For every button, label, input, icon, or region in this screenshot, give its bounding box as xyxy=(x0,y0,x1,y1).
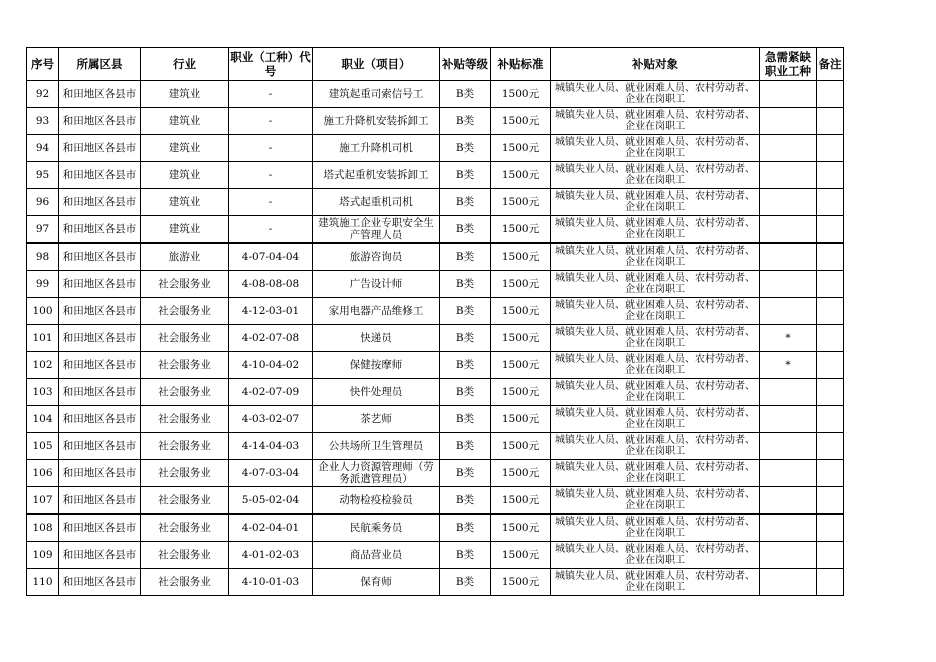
header-urgent[interactable]: 急需紧缺职业工种 xyxy=(760,48,817,81)
cell-no[interactable]: 110 xyxy=(27,569,59,596)
cell-grade[interactable]: B类 xyxy=(440,189,491,216)
header-note[interactable]: 备注 xyxy=(817,48,844,81)
cell-grade[interactable]: B类 xyxy=(440,460,491,487)
cell-standard[interactable]: 1500元 xyxy=(491,271,551,298)
cell-occupation[interactable]: 施工升降机安装拆卸工 xyxy=(313,108,440,135)
cell-note[interactable] xyxy=(817,271,844,298)
cell-urgent[interactable] xyxy=(760,108,817,135)
cell-occupation[interactable]: 旅游咨询员 xyxy=(313,243,440,271)
cell-code[interactable]: 4-01-02-03 xyxy=(229,542,313,569)
cell-note[interactable] xyxy=(817,542,844,569)
cell-occupation[interactable]: 民航乘务员 xyxy=(313,514,440,542)
cell-code[interactable]: - xyxy=(229,162,313,189)
cell-no[interactable]: 93 xyxy=(27,108,59,135)
cell-occupation[interactable]: 茶艺师 xyxy=(313,406,440,433)
cell-industry[interactable]: 社会服务业 xyxy=(141,433,229,460)
cell-note[interactable] xyxy=(817,406,844,433)
cell-note[interactable] xyxy=(817,487,844,515)
cell-code[interactable]: 4-02-07-09 xyxy=(229,379,313,406)
cell-standard[interactable]: 1500元 xyxy=(491,406,551,433)
cell-target[interactable]: 城镇失业人员、就业困难人员、农村劳动者、企业在岗职工 xyxy=(551,514,760,542)
cell-code[interactable]: 4-08-08-08 xyxy=(229,271,313,298)
cell-no[interactable]: 92 xyxy=(27,81,59,108)
cell-county[interactable]: 和田地区各县市 xyxy=(59,352,141,379)
table-row xyxy=(27,298,844,325)
cell-occupation[interactable]: 企业人力资源管理师（劳务派遣管理员） xyxy=(313,460,440,487)
cell-no[interactable]: 102 xyxy=(27,352,59,379)
cell-grade[interactable]: B类 xyxy=(440,81,491,108)
cell-no[interactable]: 106 xyxy=(27,460,59,487)
cell-occupation[interactable]: 建筑起重司索信号工 xyxy=(313,81,440,108)
cell-standard[interactable]: 1500元 xyxy=(491,162,551,189)
table-row xyxy=(27,514,844,542)
cell-standard[interactable]: 1500元 xyxy=(491,81,551,108)
cell-grade[interactable]: B类 xyxy=(440,487,491,515)
cell-urgent[interactable] xyxy=(760,460,817,487)
cell-grade[interactable]: B类 xyxy=(440,406,491,433)
cell-occupation[interactable]: 快递员 xyxy=(313,325,440,352)
cell-target[interactable]: 城镇失业人员、就业困难人员、农村劳动者、企业在岗职工 xyxy=(551,135,760,162)
cell-urgent[interactable] xyxy=(760,271,817,298)
cell-industry[interactable]: 建筑业 xyxy=(141,162,229,189)
cell-county[interactable]: 和田地区各县市 xyxy=(59,271,141,298)
cell-no[interactable]: 100 xyxy=(27,298,59,325)
cell-urgent[interactable] xyxy=(760,189,817,216)
cell-grade[interactable]: B类 xyxy=(440,569,491,596)
cell-code[interactable]: 4-02-04-01 xyxy=(229,514,313,542)
cell-urgent[interactable] xyxy=(760,433,817,460)
cell-no[interactable]: 101 xyxy=(27,325,59,352)
subsidy-table xyxy=(26,47,844,596)
cell-county[interactable]: 和田地区各县市 xyxy=(59,406,141,433)
cell-target[interactable]: 城镇失业人员、就业困难人员、农村劳动者、企业在岗职工 xyxy=(551,487,760,515)
table-row xyxy=(27,189,844,216)
header-industry[interactable]: 行业 xyxy=(141,48,229,81)
cell-target[interactable]: 城镇失业人员、就业困难人员、农村劳动者、企业在岗职工 xyxy=(551,243,760,271)
cell-county[interactable]: 和田地区各县市 xyxy=(59,325,141,352)
cell-occupation[interactable]: 施工升降机司机 xyxy=(313,135,440,162)
cell-target[interactable]: 城镇失业人员、就业困难人员、农村劳动者、企业在岗职工 xyxy=(551,379,760,406)
cell-industry[interactable]: 旅游业 xyxy=(141,243,229,271)
table-row xyxy=(27,433,844,460)
cell-county[interactable]: 和田地区各县市 xyxy=(59,569,141,596)
cell-occupation[interactable]: 保健按摩师 xyxy=(313,352,440,379)
cell-code[interactable]: 5-05-02-04 xyxy=(229,487,313,515)
cell-code[interactable]: - xyxy=(229,108,313,135)
table-row xyxy=(27,406,844,433)
cell-industry[interactable]: 建筑业 xyxy=(141,81,229,108)
cell-grade[interactable]: B类 xyxy=(440,325,491,352)
cell-urgent[interactable] xyxy=(760,406,817,433)
cell-grade[interactable]: B类 xyxy=(440,162,491,189)
cell-occupation[interactable]: 快件处理员 xyxy=(313,379,440,406)
cell-note[interactable] xyxy=(817,433,844,460)
cell-county[interactable]: 和田地区各县市 xyxy=(59,379,141,406)
table-row xyxy=(27,216,844,244)
cell-code[interactable]: 4-14-04-03 xyxy=(229,433,313,460)
cell-industry[interactable]: 建筑业 xyxy=(141,216,229,244)
cell-target[interactable]: 城镇失业人员、就业困难人员、农村劳动者、企业在岗职工 xyxy=(551,460,760,487)
cell-urgent[interactable]: * xyxy=(760,325,817,352)
cell-grade[interactable]: B类 xyxy=(440,108,491,135)
cell-industry[interactable]: 社会服务业 xyxy=(141,542,229,569)
cell-standard[interactable]: 1500元 xyxy=(491,189,551,216)
cell-no[interactable]: 103 xyxy=(27,379,59,406)
cell-industry[interactable]: 建筑业 xyxy=(141,189,229,216)
cell-code[interactable]: 4-12-03-01 xyxy=(229,298,313,325)
cell-standard[interactable]: 1500元 xyxy=(491,108,551,135)
table-row xyxy=(27,243,844,271)
cell-county[interactable]: 和田地区各县市 xyxy=(59,162,141,189)
header-grade[interactable]: 补贴等级 xyxy=(440,48,491,81)
cell-grade[interactable]: B类 xyxy=(440,271,491,298)
cell-grade[interactable]: B类 xyxy=(440,542,491,569)
table-row xyxy=(27,162,844,189)
cell-note[interactable] xyxy=(817,460,844,487)
cell-no[interactable]: 107 xyxy=(27,487,59,515)
cell-occupation[interactable]: 广告设计师 xyxy=(313,271,440,298)
cell-industry[interactable]: 社会服务业 xyxy=(141,487,229,515)
cell-target[interactable]: 城镇失业人员、就业困难人员、农村劳动者、企业在岗职工 xyxy=(551,542,760,569)
cell-industry[interactable]: 建筑业 xyxy=(141,135,229,162)
cell-urgent[interactable] xyxy=(760,81,817,108)
cell-target[interactable]: 城镇失业人员、就业困难人员、农村劳动者、企业在岗职工 xyxy=(551,162,760,189)
cell-no[interactable]: 96 xyxy=(27,189,59,216)
cell-county[interactable]: 和田地区各县市 xyxy=(59,189,141,216)
cell-no[interactable]: 95 xyxy=(27,162,59,189)
cell-county[interactable]: 和田地区各县市 xyxy=(59,487,141,515)
table-row xyxy=(27,460,844,487)
cell-standard[interactable]: 1500元 xyxy=(491,542,551,569)
cell-no[interactable]: 105 xyxy=(27,433,59,460)
cell-grade[interactable]: B类 xyxy=(440,514,491,542)
header-no[interactable]: 序号 xyxy=(27,48,59,81)
cell-county[interactable]: 和田地区各县市 xyxy=(59,81,141,108)
cell-occupation[interactable]: 塔式起重机安装拆卸工 xyxy=(313,162,440,189)
cell-industry[interactable]: 社会服务业 xyxy=(141,271,229,298)
cell-note[interactable] xyxy=(817,352,844,379)
cell-standard[interactable]: 1500元 xyxy=(491,298,551,325)
cell-target[interactable]: 城镇失业人员、就业困难人员、农村劳动者、企业在岗职工 xyxy=(551,189,760,216)
cell-code[interactable]: 4-07-04-04 xyxy=(229,243,313,271)
table-row xyxy=(27,487,844,515)
cell-occupation[interactable]: 塔式起重机司机 xyxy=(313,189,440,216)
cell-county[interactable]: 和田地区各县市 xyxy=(59,298,141,325)
cell-note[interactable] xyxy=(817,379,844,406)
spreadsheet xyxy=(26,47,844,596)
cell-industry[interactable]: 社会服务业 xyxy=(141,379,229,406)
cell-target[interactable]: 城镇失业人员、就业困难人员、农村劳动者、企业在岗职工 xyxy=(551,216,760,244)
cell-urgent[interactable] xyxy=(760,216,817,244)
cell-note[interactable] xyxy=(817,569,844,596)
cell-no[interactable]: 97 xyxy=(27,216,59,244)
cell-standard[interactable]: 1500元 xyxy=(491,460,551,487)
cell-urgent[interactable] xyxy=(760,243,817,271)
cell-standard[interactable]: 1500元 xyxy=(491,243,551,271)
cell-county[interactable]: 和田地区各县市 xyxy=(59,108,141,135)
cell-standard[interactable]: 1500元 xyxy=(491,352,551,379)
cell-note[interactable] xyxy=(817,162,844,189)
cell-industry[interactable]: 建筑业 xyxy=(141,108,229,135)
cell-urgent[interactable] xyxy=(760,542,817,569)
cell-occupation[interactable]: 公共场所卫生管理员 xyxy=(313,433,440,460)
cell-county[interactable]: 和田地区各县市 xyxy=(59,135,141,162)
cell-note[interactable] xyxy=(817,325,844,352)
cell-standard[interactable]: 1500元 xyxy=(491,487,551,515)
cell-standard[interactable]: 1500元 xyxy=(491,379,551,406)
cell-no[interactable]: 94 xyxy=(27,135,59,162)
cell-grade[interactable]: B类 xyxy=(440,352,491,379)
table-row xyxy=(27,379,844,406)
cell-no[interactable]: 104 xyxy=(27,406,59,433)
cell-county[interactable]: 和田地区各县市 xyxy=(59,542,141,569)
cell-code[interactable]: 4-07-03-04 xyxy=(229,460,313,487)
cell-note[interactable] xyxy=(817,135,844,162)
cell-industry[interactable]: 社会服务业 xyxy=(141,569,229,596)
table-row xyxy=(27,352,844,379)
cell-target[interactable]: 城镇失业人员、就业困难人员、农村劳动者、企业在岗职工 xyxy=(551,298,760,325)
table-row xyxy=(27,271,844,298)
table-row xyxy=(27,135,844,162)
cell-standard[interactable]: 1500元 xyxy=(491,216,551,244)
cell-note[interactable] xyxy=(817,514,844,542)
cell-code[interactable]: - xyxy=(229,216,313,244)
cell-target[interactable]: 城镇失业人员、就业困难人员、农村劳动者、企业在岗职工 xyxy=(551,325,760,352)
cell-grade[interactable]: B类 xyxy=(440,379,491,406)
cell-target[interactable]: 城镇失业人员、就业困难人员、农村劳动者、企业在岗职工 xyxy=(551,271,760,298)
cell-county[interactable]: 和田地区各县市 xyxy=(59,433,141,460)
cell-code[interactable]: 4-02-07-08 xyxy=(229,325,313,352)
cell-grade[interactable]: B类 xyxy=(440,433,491,460)
cell-code[interactable]: - xyxy=(229,189,313,216)
cell-grade[interactable]: B类 xyxy=(440,243,491,271)
cell-industry[interactable]: 社会服务业 xyxy=(141,298,229,325)
cell-occupation[interactable]: 动物检疫检验员 xyxy=(313,487,440,515)
cell-standard[interactable]: 1500元 xyxy=(491,135,551,162)
cell-target[interactable]: 城镇失业人员、就业困难人员、农村劳动者、企业在岗职工 xyxy=(551,406,760,433)
cell-standard[interactable]: 1500元 xyxy=(491,514,551,542)
cell-standard[interactable]: 1500元 xyxy=(491,433,551,460)
cell-urgent[interactable] xyxy=(760,298,817,325)
cell-county[interactable]: 和田地区各县市 xyxy=(59,460,141,487)
cell-note[interactable] xyxy=(817,81,844,108)
cell-occupation[interactable]: 建筑施工企业专职安全生产管理人员 xyxy=(313,216,440,244)
cell-target[interactable]: 城镇失业人员、就业困难人员、农村劳动者、企业在岗职工 xyxy=(551,352,760,379)
cell-note[interactable] xyxy=(817,243,844,271)
cell-note[interactable] xyxy=(817,189,844,216)
cell-code[interactable]: - xyxy=(229,81,313,108)
cell-note[interactable] xyxy=(817,216,844,244)
header-county[interactable]: 所属区县 xyxy=(59,48,141,81)
cell-no[interactable]: 108 xyxy=(27,514,59,542)
table-row xyxy=(27,81,844,108)
cell-target[interactable]: 城镇失业人员、就业困难人员、农村劳动者、企业在岗职工 xyxy=(551,108,760,135)
cell-no[interactable]: 109 xyxy=(27,542,59,569)
cell-grade[interactable]: B类 xyxy=(440,216,491,244)
cell-industry[interactable]: 社会服务业 xyxy=(141,325,229,352)
cell-standard[interactable]: 1500元 xyxy=(491,569,551,596)
cell-code[interactable]: 4-10-04-02 xyxy=(229,352,313,379)
table-row xyxy=(27,325,844,352)
cell-urgent[interactable]: * xyxy=(760,352,817,379)
cell-no[interactable]: 99 xyxy=(27,271,59,298)
cell-industry[interactable]: 社会服务业 xyxy=(141,460,229,487)
cell-county[interactable]: 和田地区各县市 xyxy=(59,216,141,244)
cell-county[interactable]: 和田地区各县市 xyxy=(59,514,141,542)
cell-no[interactable]: 98 xyxy=(27,243,59,271)
cell-standard[interactable]: 1500元 xyxy=(491,325,551,352)
cell-urgent[interactable] xyxy=(760,569,817,596)
cell-target[interactable]: 城镇失业人员、就业困难人员、农村劳动者、企业在岗职工 xyxy=(551,433,760,460)
cell-urgent[interactable] xyxy=(760,379,817,406)
cell-occupation[interactable]: 保育师 xyxy=(313,569,440,596)
cell-note[interactable] xyxy=(817,298,844,325)
table-row xyxy=(27,108,844,135)
cell-industry[interactable]: 社会服务业 xyxy=(141,352,229,379)
cell-occupation[interactable]: 商品营业员 xyxy=(313,542,440,569)
cell-target[interactable]: 城镇失业人员、就业困难人员、农村劳动者、企业在岗职工 xyxy=(551,81,760,108)
cell-county[interactable]: 和田地区各县市 xyxy=(59,243,141,271)
header-standard[interactable]: 补贴标准 xyxy=(491,48,551,81)
cell-industry[interactable]: 社会服务业 xyxy=(141,514,229,542)
cell-code[interactable]: - xyxy=(229,135,313,162)
header-code[interactable]: 职业（工种）代号 xyxy=(229,48,313,81)
cell-grade[interactable]: B类 xyxy=(440,298,491,325)
cell-industry[interactable]: 社会服务业 xyxy=(141,406,229,433)
cell-urgent[interactable] xyxy=(760,135,817,162)
cell-note[interactable] xyxy=(817,108,844,135)
header-occupation[interactable]: 职业（项目） xyxy=(313,48,440,81)
cell-grade[interactable]: B类 xyxy=(440,135,491,162)
cell-urgent[interactable] xyxy=(760,514,817,542)
cell-urgent[interactable] xyxy=(760,162,817,189)
cell-target[interactable]: 城镇失业人员、就业困难人员、农村劳动者、企业在岗职工 xyxy=(551,569,760,596)
table-row xyxy=(27,569,844,596)
cell-occupation[interactable]: 家用电器产品维修工 xyxy=(313,298,440,325)
table-row xyxy=(27,542,844,569)
cell-code[interactable]: 4-03-02-07 xyxy=(229,406,313,433)
cell-code[interactable]: 4-10-01-03 xyxy=(229,569,313,596)
header-target[interactable]: 补贴对象 xyxy=(551,48,760,81)
cell-urgent[interactable] xyxy=(760,487,817,515)
header-row xyxy=(27,48,844,81)
